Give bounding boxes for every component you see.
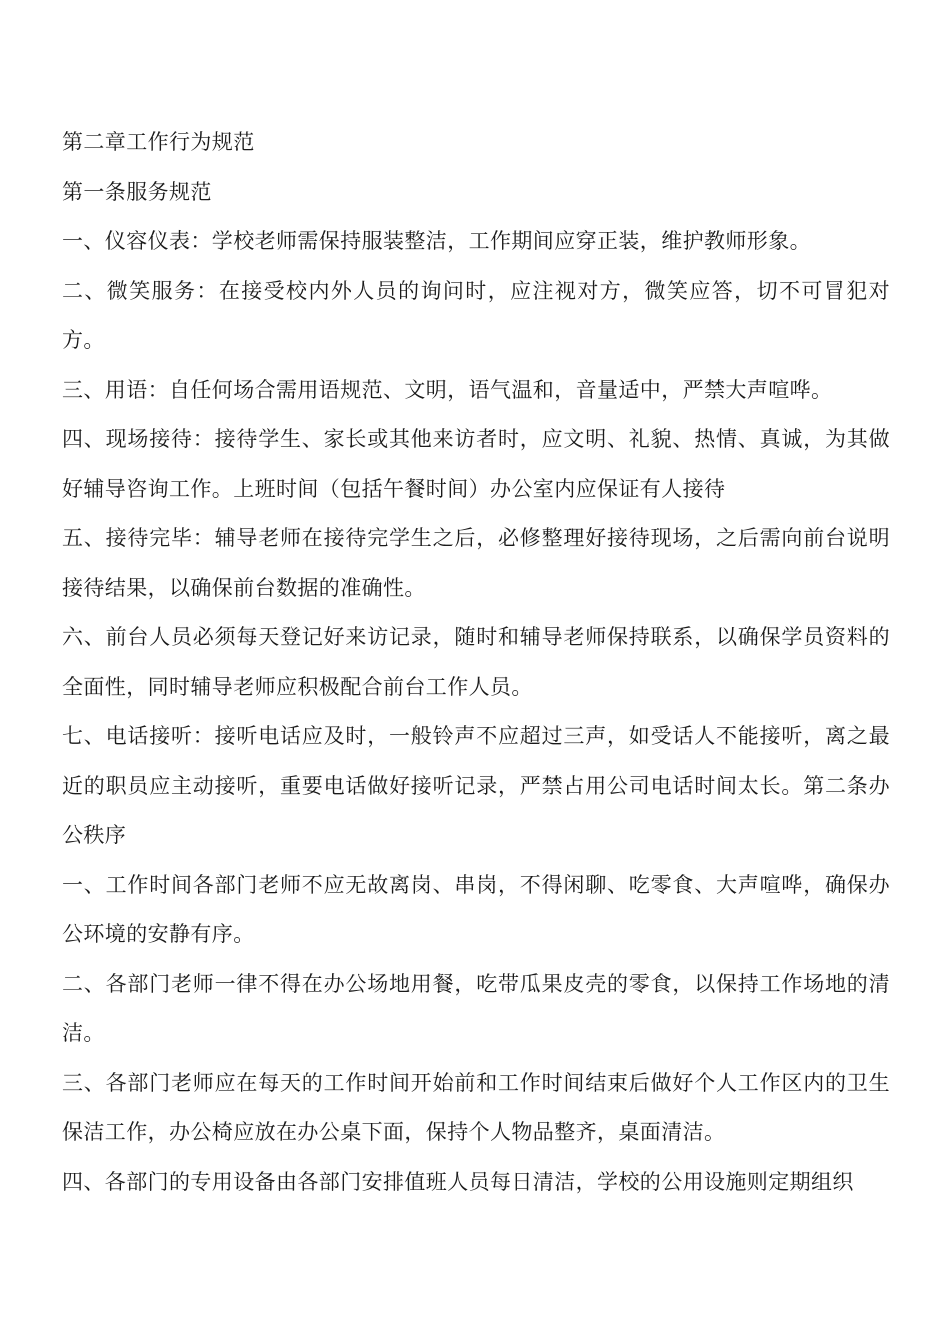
paragraph-1: 一、仪容仪表：学校老师需保持服装整洁，工作期间应穿正装，维护教师形象。: [62, 229, 811, 253]
paragraph-8: 一、工作时间各部门老师不应无故离岗、串岗，不得闲聊、吃零食、大声喧哗，确保办公环境的安静有序。: [62, 872, 890, 946]
document-body: [62, 118, 890, 1207]
paragraph-11: 四、各部门的专用设备由各部门安排值班人员每日清洁，学校的公用设施则定期组织: [62, 1169, 854, 1194]
chapter-title: 第二章工作行为规范: [62, 130, 255, 154]
paragraph-7: 七、电话接听：接听电话应及时，一般铃声不应超过三声，如受话人不能接听，离之最近的职员应主动接听，重要电话做好接听记录，严禁占用公司电话时间太长。第二条办公秩序: [62, 724, 890, 847]
paragraph-4: 四、现场接待：接待学生、家长或其他来访者时，应文明、礼貌、热情、真诚，为其做好辅导咨询工作。上班时间（包括午餐时间）办公室内应保证有人接待: [62, 427, 890, 501]
paragraph-9: 二、各部门老师一律不得在办公场地用餐，吃带瓜果皮壳的零食，以保持工作场地的清洁。: [62, 971, 890, 1045]
section-title: 第一条服务规范: [62, 179, 212, 204]
paragraph-2: 二、微笑服务：在接受校内外人员的询问时，应注视对方，微笑应答，切不可冒犯对方。: [62, 278, 890, 352]
paragraph-6: 六、前台人员必须每天登记好来访记录，随时和辅导老师保持联系，以确保学员资料的全面性，同时辅导老师应积极配合前台工作人员。: [62, 625, 890, 699]
paragraph-5: 五、接待完毕：辅导老师在接待完学生之后，必修整理好接待现场，之后需向前台说明接待结果，以确保前台数据的准确性。: [62, 526, 890, 600]
paragraph-3: 三、用语：自任何场合需用语规范、文明，语气温和，音量适中，严禁大声喧哗。: [62, 377, 833, 402]
paragraph-10: 三、各部门老师应在每天的工作时间开始前和工作时间结束后做好个人工作区内的卫生保洁工作，办公椅应放在办公桌下面，保持个人物品整齐，桌面清洁。: [62, 1070, 890, 1144]
